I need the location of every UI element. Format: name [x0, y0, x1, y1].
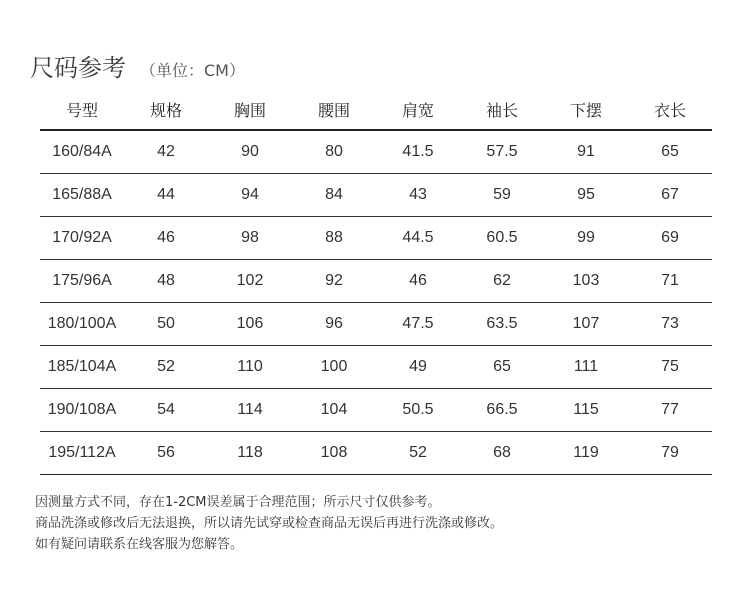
- unit-label: （单位：CM）: [140, 61, 245, 80]
- table-cell: 65: [460, 346, 544, 389]
- table-cell: 43: [376, 174, 460, 217]
- table-cell: 56: [124, 432, 208, 475]
- header-cell: 腰围: [292, 89, 376, 130]
- table-cell: 84: [292, 174, 376, 217]
- table-row: [40, 389, 712, 432]
- table-row: [40, 174, 712, 217]
- table-cell: 80: [292, 130, 376, 174]
- table-cell: 48: [124, 260, 208, 303]
- table-cell: 110: [208, 346, 292, 389]
- table-cell: 73: [628, 303, 712, 346]
- table-cell: 114: [208, 389, 292, 432]
- table-cell: 66.5: [460, 389, 544, 432]
- table-cell: 50: [124, 303, 208, 346]
- table-cell: 180/100A: [40, 303, 124, 346]
- table-cell: 165/88A: [40, 174, 124, 217]
- header-cell: 胸围: [208, 89, 292, 130]
- title-row: [30, 48, 245, 83]
- table-cell: 88: [292, 217, 376, 260]
- table-cell: 95: [544, 174, 628, 217]
- table-cell: 92: [292, 260, 376, 303]
- header-cell: 下摆: [544, 89, 628, 130]
- table-row: [40, 432, 712, 475]
- table-cell: 107: [544, 303, 628, 346]
- table-cell: 175/96A: [40, 260, 124, 303]
- table-cell: 69: [628, 217, 712, 260]
- table-cell: 60.5: [460, 217, 544, 260]
- note-line: 商品洗涤或修改后无法退换，所以请先试穿或检查商品无误后再进行洗涤或修改。: [35, 516, 504, 531]
- table-row: [40, 303, 712, 346]
- table-cell: 100: [292, 346, 376, 389]
- header-cell: 肩宽: [376, 89, 460, 130]
- table-cell: 52: [124, 346, 208, 389]
- header-cell: 号型: [40, 89, 124, 130]
- table-cell: 59: [460, 174, 544, 217]
- table-cell: 57.5: [460, 130, 544, 174]
- table-row: [40, 217, 712, 260]
- table-cell: 54: [124, 389, 208, 432]
- table-cell: 99: [544, 217, 628, 260]
- table-cell: 170/92A: [40, 217, 124, 260]
- notes: [35, 492, 503, 555]
- table-cell: 47.5: [376, 303, 460, 346]
- table-cell: 44: [124, 174, 208, 217]
- table-body: [40, 130, 712, 475]
- table-cell: 94: [208, 174, 292, 217]
- table-cell: 115: [544, 389, 628, 432]
- table-cell: 160/84A: [40, 130, 124, 174]
- table-cell: 42: [124, 130, 208, 174]
- table-cell: 50.5: [376, 389, 460, 432]
- table-cell: 62: [460, 260, 544, 303]
- table-cell: 103: [544, 260, 628, 303]
- table-cell: 185/104A: [40, 346, 124, 389]
- table-cell: 65: [628, 130, 712, 174]
- table-cell: 52: [376, 432, 460, 475]
- table-cell: 46: [124, 217, 208, 260]
- table-cell: 68: [460, 432, 544, 475]
- size-table: [40, 89, 712, 475]
- table-cell: 104: [292, 389, 376, 432]
- note-line: 因测量方式不同，存在1-2CM误差属于合理范围；所示尺寸仅供参考。: [35, 495, 441, 510]
- table-cell: 79: [628, 432, 712, 475]
- table-cell: 49: [376, 346, 460, 389]
- table-cell: 108: [292, 432, 376, 475]
- table-cell: 102: [208, 260, 292, 303]
- header-row: [40, 89, 712, 130]
- table-cell: 118: [208, 432, 292, 475]
- table-row: [40, 130, 712, 174]
- table-cell: 63.5: [460, 303, 544, 346]
- table-cell: 46: [376, 260, 460, 303]
- table-cell: 91: [544, 130, 628, 174]
- page-title: 尺码参考: [30, 54, 126, 82]
- header-cell: 衣长: [628, 89, 712, 130]
- table-cell: 190/108A: [40, 389, 124, 432]
- header-cell: 袖长: [460, 89, 544, 130]
- table-cell: 106: [208, 303, 292, 346]
- table-cell: 195/112A: [40, 432, 124, 475]
- table-cell: 119: [544, 432, 628, 475]
- table-cell: 96: [292, 303, 376, 346]
- table-cell: 77: [628, 389, 712, 432]
- table-cell: 71: [628, 260, 712, 303]
- table-cell: 75: [628, 346, 712, 389]
- header-cell: 规格: [124, 89, 208, 130]
- table-cell: 41.5: [376, 130, 460, 174]
- table-cell: 111: [544, 346, 628, 389]
- table-cell: 44.5: [376, 217, 460, 260]
- note-line: 如有疑问请联系在线客服为您解答。: [35, 537, 244, 552]
- table-row: [40, 346, 712, 389]
- table-cell: 67: [628, 174, 712, 217]
- table-cell: 90: [208, 130, 292, 174]
- table-cell: 98: [208, 217, 292, 260]
- table-row: [40, 260, 712, 303]
